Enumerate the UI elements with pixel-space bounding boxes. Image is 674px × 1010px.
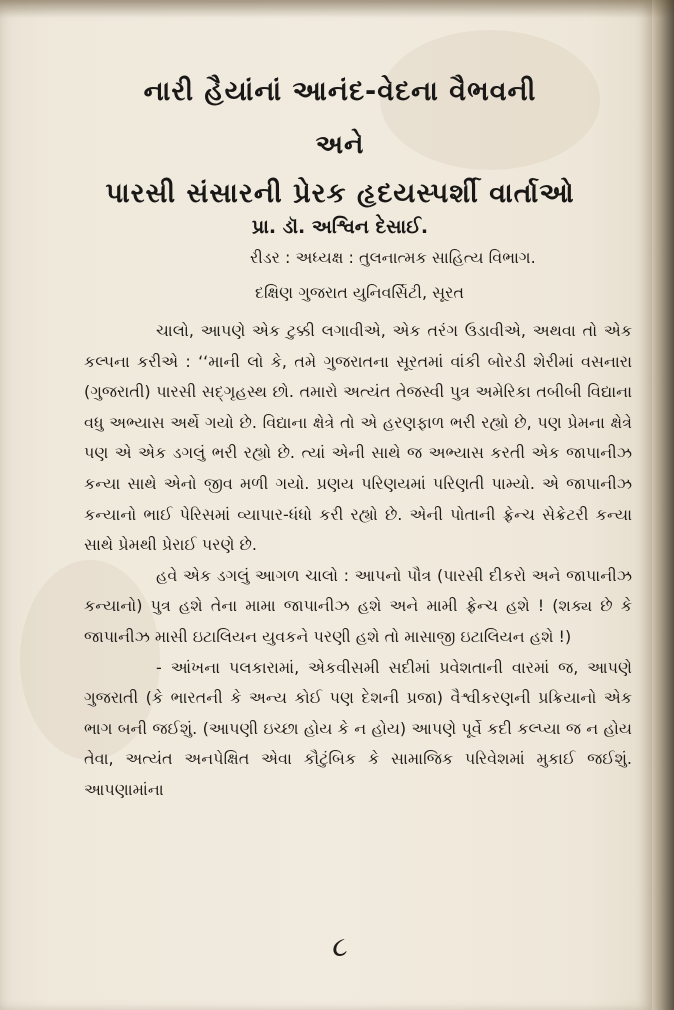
book-gutter-edge xyxy=(652,0,674,1010)
author-name: પ્રા. ડૉ. અશ્વિન દેસાઈ. xyxy=(251,216,429,238)
title-line-3: પારસી સંસારની પ્રેરક હૃદયસ્પર્શી વાર્તાઓ xyxy=(105,178,575,209)
top-shadow xyxy=(0,0,674,18)
paragraph-1: ચાલો, આપણે એક ટુક્કી લગાવીએ, એક તરંગ ઉડાવીએ, અથવા તો એક કલ્પના કરીએ : ‘‘માની લો કે, તમે ગુજરાતના સૂરતમાં વાંકી બોરડી શેરીમાં વસનારા (ગુજરાતી) પારસી સદ્‌ગૃહસ્થ છો. તમારો અત્યંત તેજસ્વી પુત્ર અમેરિકા તબીબી વિદ્યાના વધુ અભ્યાસ અર્થે ગયો છે. વિદ્યાના ક્ષેત્રે તો એ હરણફાળ ભરી રહ્યો છે, પણ પ્રેમના ક્ષેત્રે પણ એ એક ડગલું ભરી રહ્યો છે. ત્યાં એની સાથે જ અભ્યાસ કરતી એક જાપાનીઝ કન્યા સાથે એનો જીવ મળી ગયો. પ્રણય પરિણયમાં પરિણતી પામ્યો. એ જાપાનીઝ કન્યાનો ભાઈ પેરિસમાં વ્યાપાર-ધંધો કરી રહ્યો છે. એની પોતાની ફ્રેન્ચ સેક્રેટરી કન્યા સાથે પ્રેમથી પ્રેરાઈ પરણે છે. xyxy=(84,321,632,555)
page-number: ૮ xyxy=(332,930,348,963)
paragraph-2: હવે એક ડગલું આગળ ચાલો : આપનો પૌત્ર (પારસી દીકરો અને જાપાનીઝ કન્યાનો) પુત્ર હશે તેના મામા જાપાનીઝ હશે અને મામી ફ્રેન્ચ હશે ! (શક્ય છે કે જાપાનીઝ માસી ઇટાલિયન યુવકને પરણી હશે તો માસાજી ઇટાલિયન હશે !) xyxy=(84,565,632,646)
paragraph-3: - આંખના પલકારામાં, એકવીસમી સદીમાં પ્રવેશતાની વારમાં જ, આપણે ગુજરાતી (કે ભારતની કે અન્ય કોઈ પણ દેશની પ્રજા) વૈશ્વીકરણની પ્રક્રિયાનો એક ભાગ બની જઈશું. (આપણી ઇચ્છા હોય કે ન હોય) આપણે પૂર્વે કદી કલ્પ્યા જ ન હોય તેવા, અત્યંત અનપેક્ષિત એવા કૌટુંબિક કે સામાજિક પરિવેશમાં મુકાઈ જઈશું. આપણામાંના xyxy=(84,657,632,799)
article-body xyxy=(84,316,632,806)
title-line-2: અને xyxy=(315,130,365,160)
title-line-1: નારી હૈયાંનાં આનંદ-વેદના વૈભવની xyxy=(143,76,537,107)
author-university: દક્ષિણ ગુજરાત યુનિવર્સિટી, સૂરત xyxy=(255,283,465,302)
author-position: રીડર : અધ્યક્ષ : તુલનાત્મક સાહિત્ય વિભાગ. xyxy=(250,248,536,267)
